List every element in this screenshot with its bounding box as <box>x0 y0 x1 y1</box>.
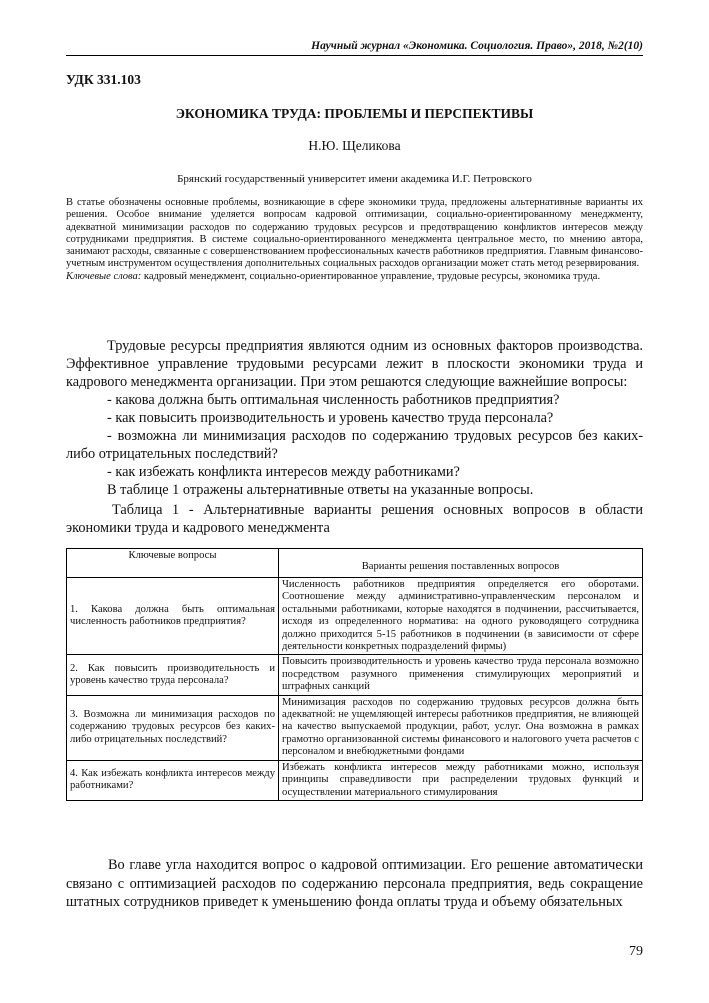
author-name: Н.Ю. Щеликова <box>308 138 401 153</box>
body-intro-section <box>66 337 643 499</box>
table-row <box>67 655 643 695</box>
question-item: - возможна ли минимизация расходов по содержанию трудовых ресурсов без каких-либо отрицательных последствий? <box>66 428 643 462</box>
solution-cell: Избежать конфликта интересов между работниками можно, используя принципы справедливости при распределении трудовых функций и осуществлении материального стимулирования <box>279 760 643 800</box>
question-item: - какова должна быть оптимальная численность работников предприятия? <box>107 392 560 408</box>
article-title: ЭКОНОМИКА ТРУДА: ПРОБЛЕМЫ И ПЕРСПЕКТИВЫ <box>175 106 534 121</box>
question-cell: 4. Как избежать конфликта интересов между работниками? <box>67 760 279 800</box>
question-cell: 1. Какова должна быть оптимальная численность работников предприятия? <box>67 578 279 655</box>
header-solutions: Варианты решения поставленных вопросов <box>279 549 643 578</box>
question-cell: 2. Как повысить производительность и уровень качество труда персонала? <box>67 655 279 695</box>
intro-paragraph: Трудовые ресурсы предприятия являются одним из основных факторов производства. Эффективное управление трудовыми ресурсами лежит в плоскости экономики труда и кадрового менеджмента организации. При этом решаются следующие важнейшие вопросы: <box>66 338 643 390</box>
keywords-label: Ключевые слова: <box>66 270 142 282</box>
table-reference: В таблице 1 отражены альтернативные ответы на указанные вопросы. <box>107 482 534 498</box>
abstract <box>66 197 643 283</box>
author-affiliation: Брянский государственный университет имени академика И.Г. Петровского <box>177 173 532 185</box>
body-closing-section <box>66 856 643 912</box>
abstract-text: В статье обозначены основные проблемы, возникающие в сфере экономики труда, предложены альтернативные варианты их решения. Особое внимание уделяется вопросам кадровой оптимизации, социально-ориентированному менеджменту, адекватной минимизации расходов по содержанию трудовых ресурсов и предотвращению конфликтов интересов между сотрудниками предприятия. В системе социально-ориентированного менеджмента центральное место, по мнению автора, занимают расходы, связанные с совершенствованием профессиональных качеств работников предприятия. Главным финансово-учетным инструментом осуществления дополнительных социальных расходов организации может стать метод резервирования. <box>66 197 643 270</box>
closing-paragraph: Во главе угла находится вопрос о кадровой оптимизации. Его решение автоматически связано с оптимизацией расходов по содержанию персонала предприятия, ведь сокращение штатных сотрудников приведет к уменьшению фонда оплаты труда и объему обязательных <box>66 857 643 910</box>
journal-header: Научный журнал «Экономика. Социология. Право», 2018, №2(10) <box>66 40 643 56</box>
table-row <box>67 760 643 800</box>
question-cell: 3. Возможна ли минимизация расходов по содержанию трудовых ресурсов без каких-либо отрицательных последствий? <box>67 695 279 760</box>
header-questions: Ключевые вопросы <box>67 549 279 578</box>
question-item: - как избежать конфликта интересов между работниками? <box>107 464 460 480</box>
page-number: 79 <box>629 944 643 959</box>
solutions-table <box>66 548 643 801</box>
table-caption: Таблица 1 - Альтернативные варианты решения основных вопросов в области экономики труда и кадрового менеджмента <box>66 502 643 536</box>
table-header-row <box>67 549 643 578</box>
table-row <box>67 695 643 760</box>
table-row <box>67 578 643 655</box>
question-item: - как повысить производительность и уровень качество труда персонала? <box>107 410 554 426</box>
udc-code: УДК 331.103 <box>66 72 141 87</box>
solution-cell: Повысить производительность и уровень качество труда персонала возможно посредством разумного применения стимулирующих мероприятий и штрафных санкций <box>279 655 643 695</box>
solution-cell: Минимизация расходов по содержанию трудовых ресурсов должна быть адекватной: не ущемляющей интересы работников предприятия, не влияющей на качество выпускаемой продукции, работ, услуг. Она возможна в рамках грамотно организованной системы финансового и налогового учета расчетов с персоналом и внебюджетными фондами <box>279 695 643 760</box>
solution-cell: Численность работников предприятия определяется его оборотами. Соотношение между административно-управленческим персоналом и остальными работниками, которые находятся в подчинении, рассчитывается, исходя из определенного норматива: на одного руководящего сотрудника должно приходится 5-15 работников в подчинении (в зависимости от сфере деятельности конкретных подразделений фирмы) <box>279 578 643 655</box>
keywords-text: кадровый менеджмент, социально-ориентированное управление, трудовые ресурсы, экономика труда. <box>141 270 601 282</box>
keywords <box>66 271 643 283</box>
